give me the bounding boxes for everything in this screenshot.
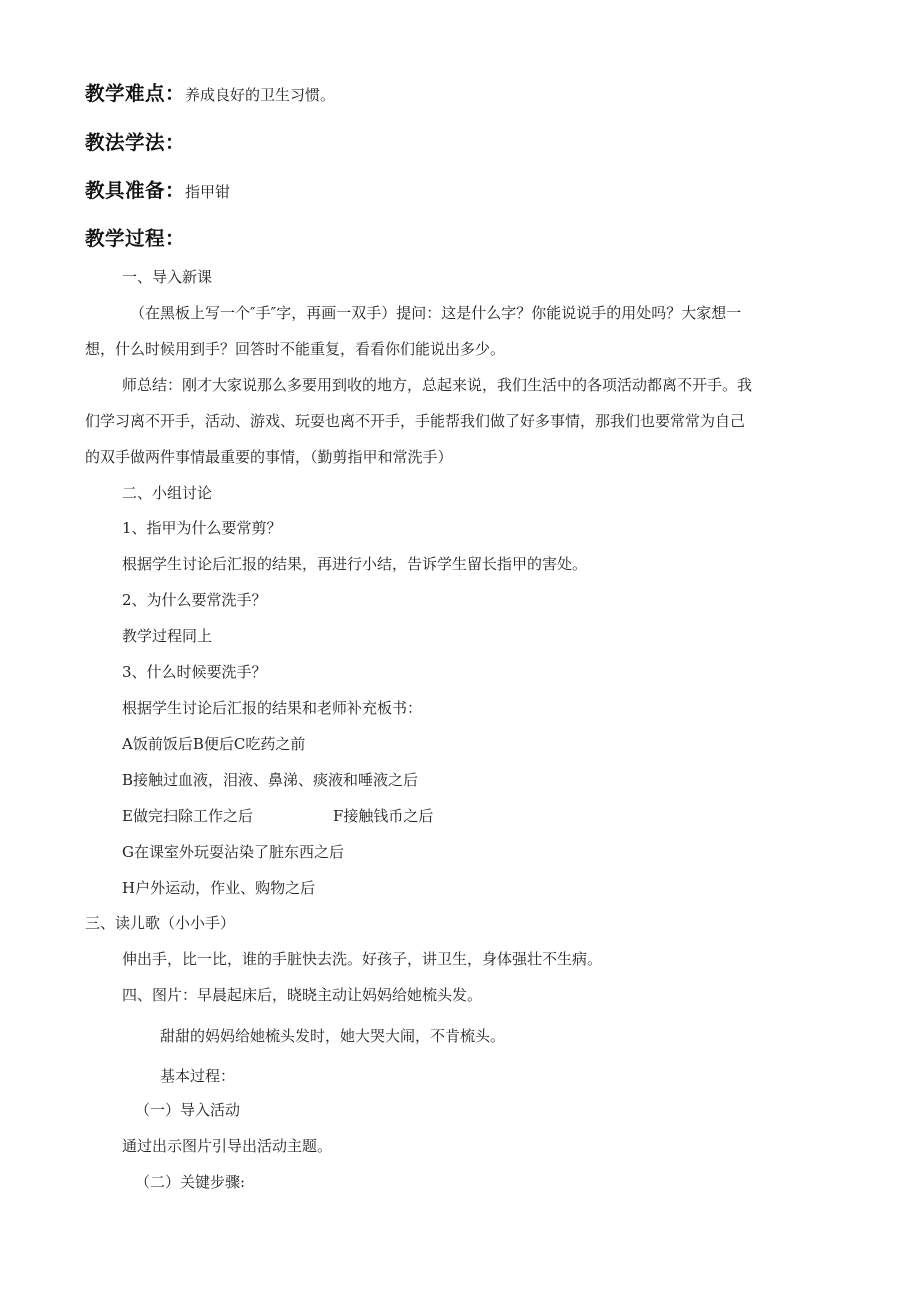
list-item-abc: A饭前饭后B便后C吃药之前: [122, 735, 306, 753]
difficulty-label: 教学难点：: [85, 83, 186, 105]
tools-value: 指甲钳: [185, 183, 231, 201]
process-label: 教学过程：: [85, 228, 186, 250]
heading-difficulty: [85, 84, 335, 105]
section1-title: 一、导入新课: [122, 268, 213, 286]
list-item-f: F接触钱币之后: [333, 807, 434, 825]
section1-paragraph2-line1: 师总结：刚才大家说那么多要用到收的地方，总起来说，我们生活中的各项活动都离不开手。我: [122, 376, 753, 394]
tools-label: 教具准备：: [85, 180, 186, 202]
list-item-e: E做完扫除工作之后: [122, 807, 253, 825]
answer-2: 教学过程同上: [122, 627, 213, 645]
question-2: 2、为什么要常洗手？: [122, 591, 267, 609]
section1-paragraph2-line2: 们学习离不开手，活动、游戏、玩耍也离不开手，手能帮我们做了好多事情，那我们也要常常为自己: [85, 412, 746, 430]
question-1: 1、指甲为什么要常剪？: [122, 519, 282, 537]
heading-method: [85, 133, 185, 153]
rhyme-text: 伸出手，比一比，谁的手脏快去洗。好孩子，讲卫生，身体强壮不生病。: [122, 950, 603, 968]
step1-title: （一）导入活动: [135, 1101, 241, 1119]
section4-title: 四、图片：早晨起床后，晓晓主动让妈妈给她梳头发。: [122, 986, 483, 1004]
list-item-b: B接触过血液，泪液、鼻涕、痰液和唾液之后: [122, 771, 419, 789]
question-3: 3、什么时候要洗手？: [122, 663, 267, 681]
section1-paragraph2-line3: 的双手做两件事情最重要的事情，（勤剪指甲和常洗手）: [85, 448, 453, 466]
difficulty-value: 养成良好的卫生习惯。: [185, 86, 336, 104]
section2-title: 二、小组讨论: [122, 484, 213, 502]
section1-paragraph1-line1: （在黑板上写一个″手″字，再画一双手）提问：这是什么字？你能说说手的用处吗？大家想一: [130, 304, 742, 322]
step1-text: 通过出示图片引导出活动主题。: [122, 1137, 333, 1155]
section3-title: 三、读儿歌（小小手）: [85, 914, 236, 932]
list-item-g: G在课室外玩耍沾染了脏东西之后: [122, 843, 344, 861]
process-title: 基本过程：: [160, 1067, 236, 1085]
step2-title: （二）关键步骤:: [135, 1173, 246, 1191]
section4-description: 甜甜的妈妈给她梳头发时，她大哭大闹，不肯梳头。: [160, 1027, 506, 1045]
heading-tools: [85, 181, 230, 202]
list-item-h: H户外运动，作业、购物之后: [122, 879, 316, 897]
answer-3: 根据学生讨论后汇报的结果和老师补充板书：: [122, 699, 423, 717]
answer-1: 根据学生讨论后汇报的结果，再进行小结，告诉学生留长指甲的害处。: [122, 555, 588, 573]
section1-paragraph1-line2: 想，什么时候用到手？回答时不能重复，看看你们能说出多少。: [85, 340, 506, 358]
heading-process: [85, 229, 185, 249]
method-label: 教法学法：: [85, 132, 186, 154]
